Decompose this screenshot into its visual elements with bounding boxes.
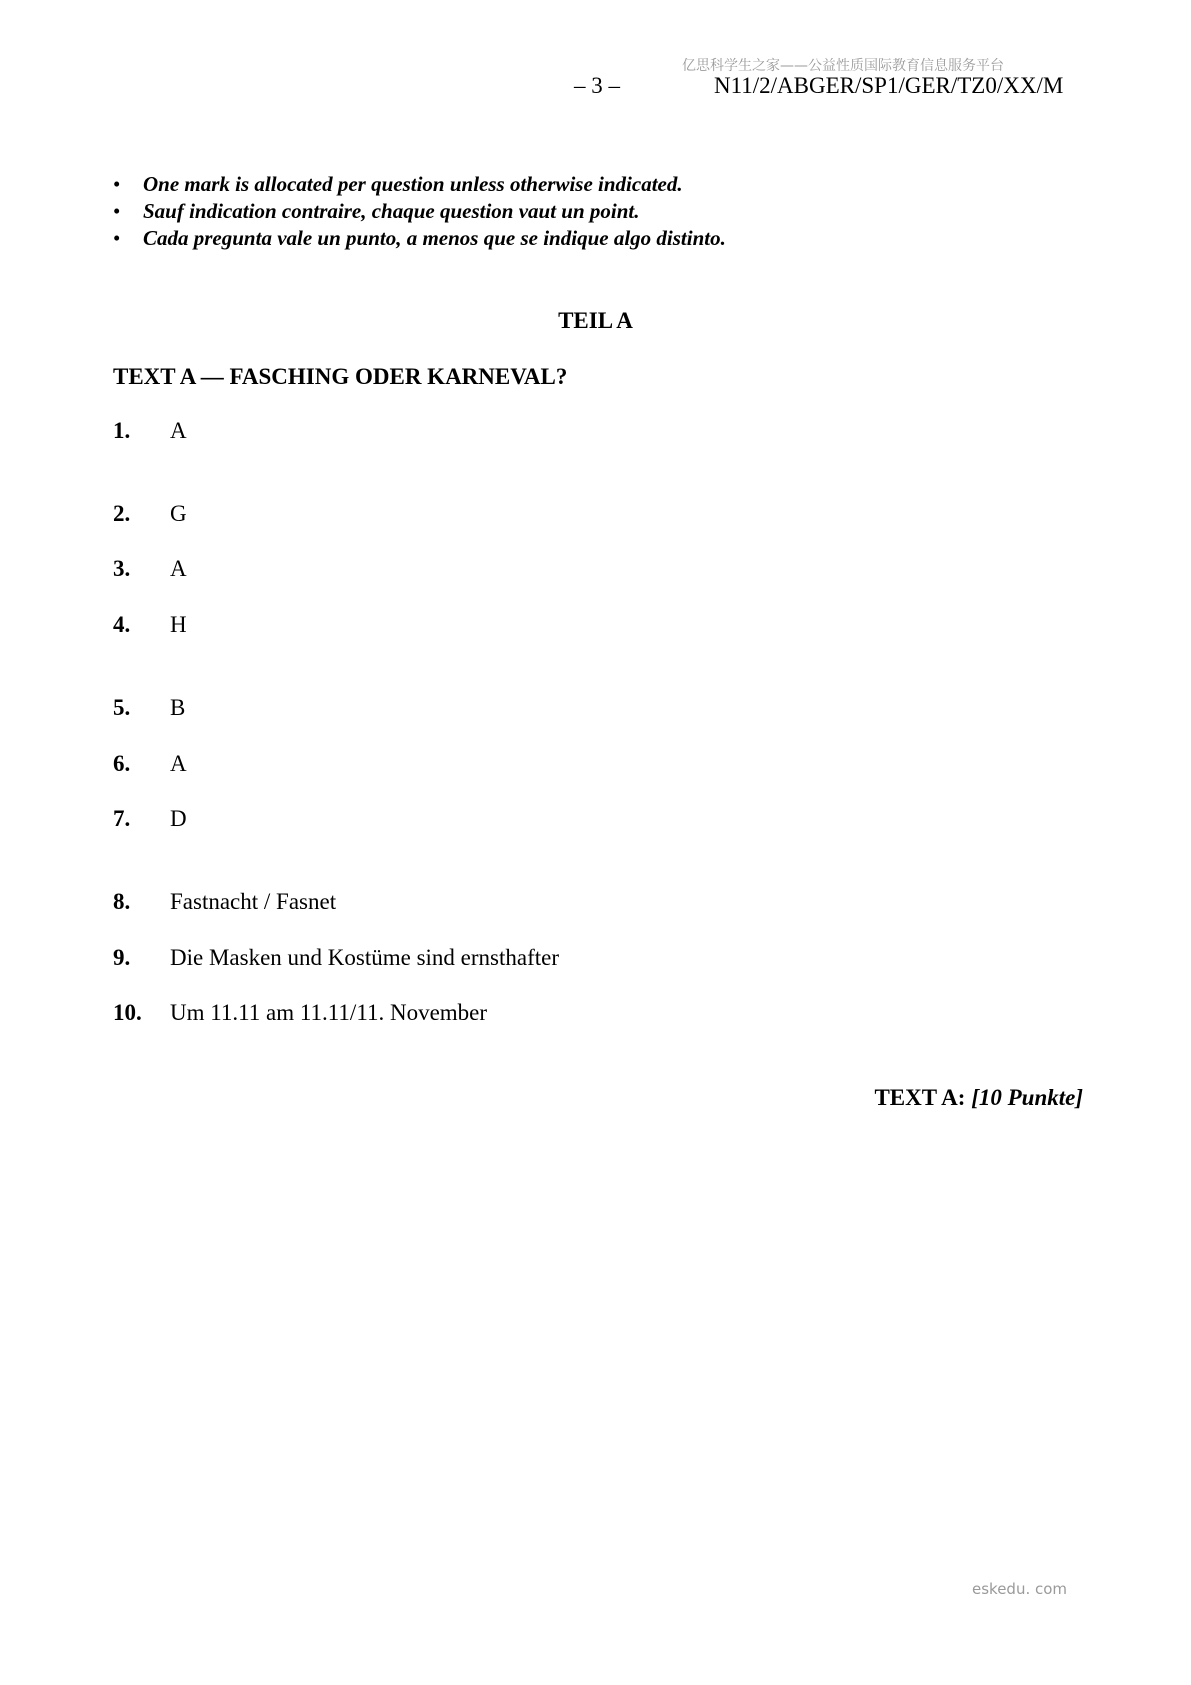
answer-row (113, 751, 187, 777)
question-number: 3. (113, 556, 131, 581)
marking-notes (113, 172, 726, 253)
answer-row (113, 501, 187, 527)
answer-row (113, 806, 187, 832)
footer-watermark: eskedu. com (972, 1580, 1068, 1598)
answer-text: G (170, 501, 187, 526)
total-label: TEXT A: (874, 1085, 966, 1110)
answer-row (113, 695, 185, 721)
answer-text: A (170, 751, 187, 776)
answer-text: D (170, 806, 187, 831)
note-item (113, 226, 726, 253)
note-text: Sauf indication contraire, chaque question vaut un point. (143, 199, 640, 223)
answer-row (113, 1000, 487, 1026)
question-number: 9. (113, 945, 131, 970)
question-number: 1. (113, 418, 131, 443)
text-heading: TEXT A — FASCHING ODER KARNEVAL? (113, 364, 568, 389)
answer-text: A (170, 556, 187, 581)
answer-text: Die Masken und Kostüme sind ernsthafter (170, 945, 560, 970)
question-number: 5. (113, 695, 131, 720)
answer-text: Fastnacht / Fasnet (170, 889, 337, 914)
document-code: N11/2/ABGER/SP1/GER/TZ0/XX/M (714, 73, 1064, 98)
bullet-icon: • (113, 226, 121, 250)
answer-text: Um 11.11 am 11.11/11. November (170, 1000, 488, 1025)
text-total (874, 1085, 1083, 1111)
answer-row (113, 612, 187, 638)
note-item (113, 172, 726, 199)
note-text: One mark is allocated per question unless otherwise indicated. (143, 172, 683, 196)
question-number: 7. (113, 806, 131, 831)
answer-row (113, 418, 187, 444)
page-number: – 3 – (574, 73, 620, 98)
answer-text: A (170, 418, 187, 443)
answer-row (113, 556, 187, 582)
question-number: 10. (113, 1000, 142, 1025)
bullet-icon: • (113, 199, 121, 223)
answer-row (113, 945, 559, 971)
header-watermark: 亿思科学生之家——公益性质国际教育信息服务平台 (682, 58, 1004, 74)
answer-row (113, 889, 336, 915)
question-number: 6. (113, 751, 131, 776)
question-number: 4. (113, 612, 131, 637)
note-text: Cada pregunta vale un punto, a menos que se indique algo distinto. (143, 226, 726, 250)
note-item (113, 199, 726, 226)
question-number: 8. (113, 889, 131, 914)
answer-text: H (170, 612, 187, 637)
bullet-icon: • (113, 172, 121, 196)
question-number: 2. (113, 501, 131, 526)
section-title: TEIL A (558, 308, 633, 333)
total-points: [10 Punkte] (971, 1085, 1083, 1110)
answer-text: B (170, 695, 186, 720)
